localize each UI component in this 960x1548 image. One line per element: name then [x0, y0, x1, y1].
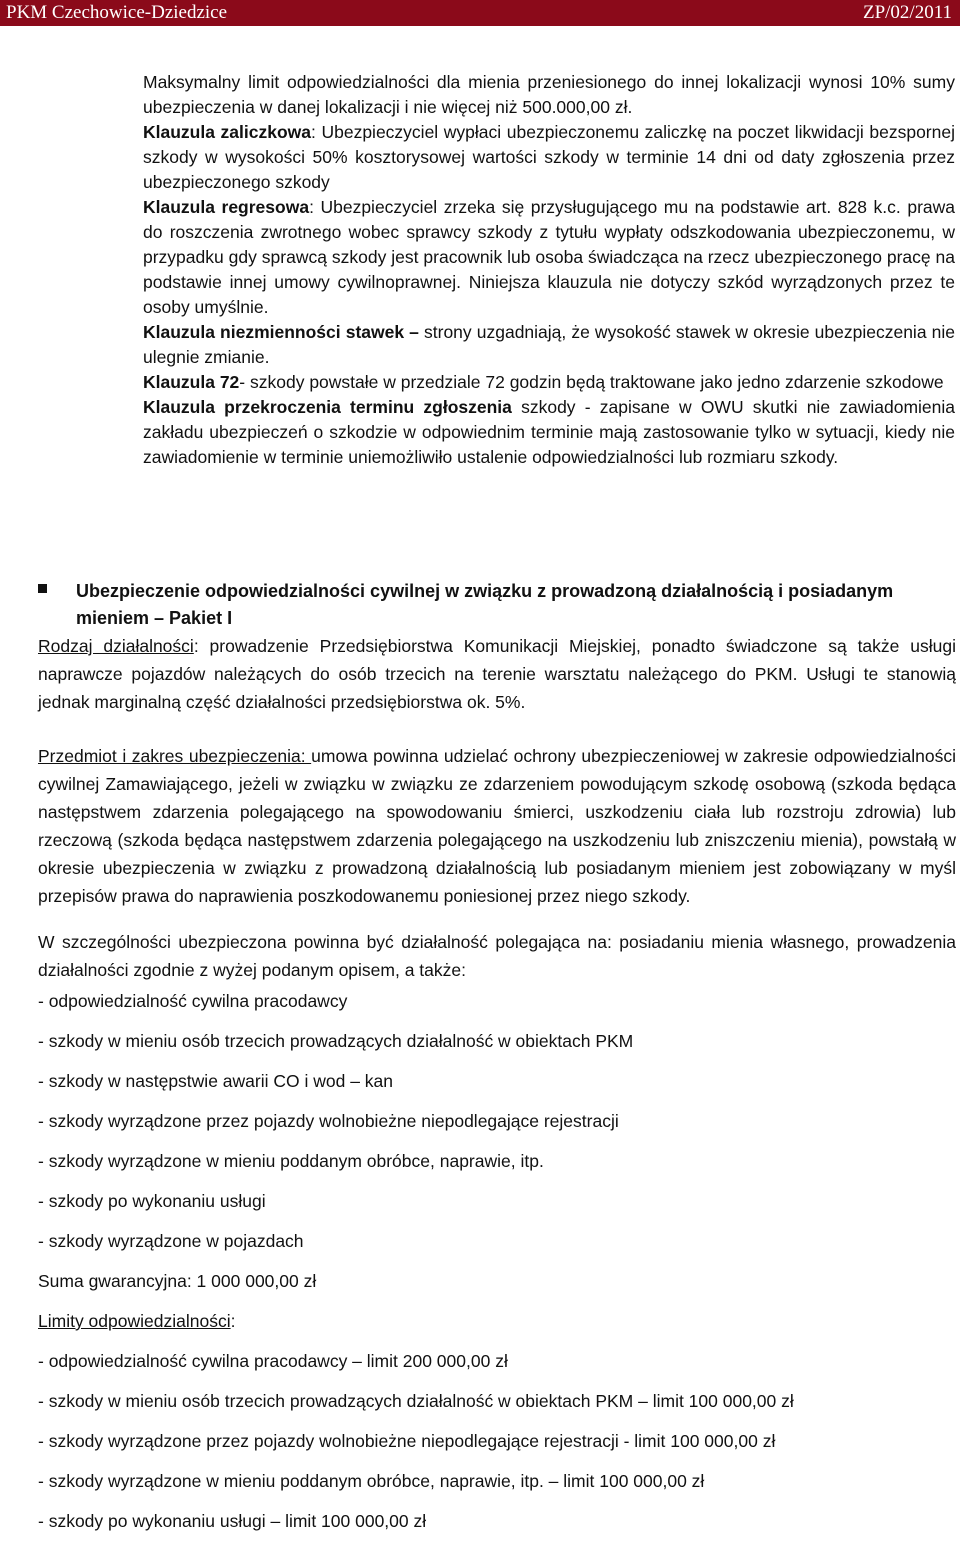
activity-text: : prowadzenie Przedsiębiorstwa Komunikacji Miejskiej, ponadto świadczone są także usługi naprawcze pojazdów należących do osób trzecich na terenie warsztatu należącego do PKM. Usługi te stanowią jednak marginalną część działalności przedsiębiorstwa ok. 5%. — [38, 636, 956, 712]
clause-72-title: Klauzula 72 — [143, 372, 240, 392]
clause-deadline-title: Klauzula przekroczenia terminu zgłoszenia — [143, 397, 512, 417]
limit-item: - szkody wyrządzone w mieniu poddanym obróbce, naprawie, itp. – limit 100 000,00 zł — [38, 1471, 705, 1491]
section-title: Ubezpieczenie odpowiedzialności cywilnej w związku z prowadzoną działalnością i posiadanym mieniem – Pakiet I — [76, 581, 894, 628]
list-item: - szkody wyrządzone w mieniu poddanym obróbce, naprawie, itp. — [38, 1151, 544, 1171]
liability-section — [38, 578, 956, 984]
list-item: - szkody w mieniu osób trzecich prowadzących działalność w obiektach PKM — [38, 1031, 634, 1051]
square-bullet-icon — [38, 584, 47, 593]
clauses-block — [143, 70, 955, 470]
header-reference: ZP/02/2011 — [862, 2, 952, 23]
scope-paragraph — [38, 742, 956, 910]
clause-deadline-text: szkody - zapisane w OWU skutki nie zawiadomienia zakładu ubezpieczeń o szkodzie w odpowiednim terminie mają zastosowanie tylko w sytuacji, kiedy nie zawiadomienie w terminie uniemożliwiło ustalenie odpowiedzialności lub rozmiaru szkody. — [143, 397, 955, 467]
clause-rates — [143, 320, 955, 370]
clause-advance-title: Klauzula zaliczkowa — [143, 122, 312, 142]
list-item: - szkody wyrządzone w pojazdach — [38, 1231, 304, 1251]
scope-label: Przedmiot i zakres ubezpieczenia: — [38, 746, 312, 766]
clause-recourse-title: Klauzula regresowa — [143, 197, 310, 217]
limits-heading — [38, 1308, 956, 1348]
coverage-list — [38, 988, 956, 1548]
detail-paragraph: W szczególności ubezpieczona powinna być działalność polegająca na: posiadaniu mienia własnego, prowadzenia działalności zgodnie z wyżej podanym opisem, a także: — [38, 932, 956, 980]
list-item: - odpowiedzialność cywilna pracodawcy — [38, 991, 348, 1011]
clause-advance — [143, 120, 955, 195]
clause-deadline — [143, 395, 955, 470]
list-item: - szkody po wykonaniu usługi — [38, 1191, 266, 1211]
clause-rates-text: strony uzgadniają, że wysokość stawek w okresie ubezpieczenia nie ulegnie zmianie. — [143, 322, 955, 367]
scope-text: umowa powinna udzielać ochrony ubezpieczeniowej w zakresie odpowiedzialności cywilnej Zamawiającego, jeżeli w związku w związku ze zdarzeniem powodującym szkodę osobową (szkoda będąca następstwem zdarzenia polegającego na spowodowaniu śmierci, uszkodzeniu ciała lub rozstroju zdrowia) lub rzeczową (szkoda będąca następstwem zdarzenia polegającego na uszkodzeniu lub zniszczeniu mienia), powstałą w okresie ubezpieczenia w związku z prowadzoną działalnością lub posiadanym mieniem jest zobowiązany w myśl przepisów prawa do naprawienia poszkodowanemu poniesionej przez niego szkody. — [38, 746, 956, 906]
activity-paragraph — [38, 632, 956, 716]
header-company: PKM Czechowice-Dziedzice — [6, 2, 228, 23]
page-header — [0, 0, 960, 26]
limits-colon: : — [230, 1311, 236, 1331]
sum-insured: Suma gwarancyjna: 1 000 000,00 zł — [38, 1271, 317, 1291]
limit-item: - szkody po wykonaniu usługi – limit 100 000,00 zł — [38, 1511, 427, 1531]
clause-72 — [143, 370, 955, 395]
limit-paragraph: Maksymalny limit odpowiedzialności dla mienia przeniesionego do innej lokalizacji wynosi 10% sumy ubezpieczenia w danej lokalizacji i nie więcej niż 500.000,00 zł. — [143, 72, 955, 117]
section-heading — [38, 578, 956, 632]
limit-item: - szkody w mieniu osób trzecich prowadzących działalność w obiektach PKM – limit 100 000,00 zł — [38, 1391, 794, 1411]
activity-label: Rodzaj działalności — [38, 636, 194, 656]
clause-72-text: - szkody powstałe w przedziale 72 godzin będą traktowane jako jedno zdarzenie szkodowe — [239, 372, 944, 392]
clause-recourse — [143, 195, 955, 320]
clause-advance-text: : Ubezpieczyciel wypłaci ubezpieczonemu zaliczkę na poczet likwidacji bezspornej szkody w wysokości 50% kosztorysowej wartości szkody w terminie 14 dni od daty zgłoszenia przez ubezpieczonego szkody — [143, 122, 955, 192]
list-item: - szkody w następstwie awarii CO i wod – kan — [38, 1071, 393, 1091]
list-item: - szkody wyrządzone przez pojazdy wolnobieżne niepodlegające rejestracji — [38, 1111, 619, 1131]
limits-label: Limity odpowiedzialności — [38, 1311, 231, 1331]
limit-item: - szkody wyrządzone przez pojazdy wolnobieżne niepodlegające rejestracji - limit 100 000,00 zł — [38, 1431, 776, 1451]
clause-rates-title: Klauzula niezmienności stawek – — [143, 322, 419, 342]
clause-recourse-text: : Ubezpieczyciel zrzeka się przysługującego mu na podstawie art. 828 k.c. prawa do roszczenia zwrotnego wobec sprawcy szkody z tytułu wypłaty odszkodowania ubezpieczonemu, w przypadku gdy sprawcą szkody jest pracownik lub osoba świadcząca na rzecz ubezpieczonego pracę na podstawie innej umowy cywilnoprawnej. Niniejsza klauzula nie dotyczy szkód wyrządzonych przez te osoby umyślnie. — [143, 197, 955, 317]
limit-item: - odpowiedzialność cywilna pracodawcy – limit 200 000,00 zł — [38, 1351, 508, 1371]
